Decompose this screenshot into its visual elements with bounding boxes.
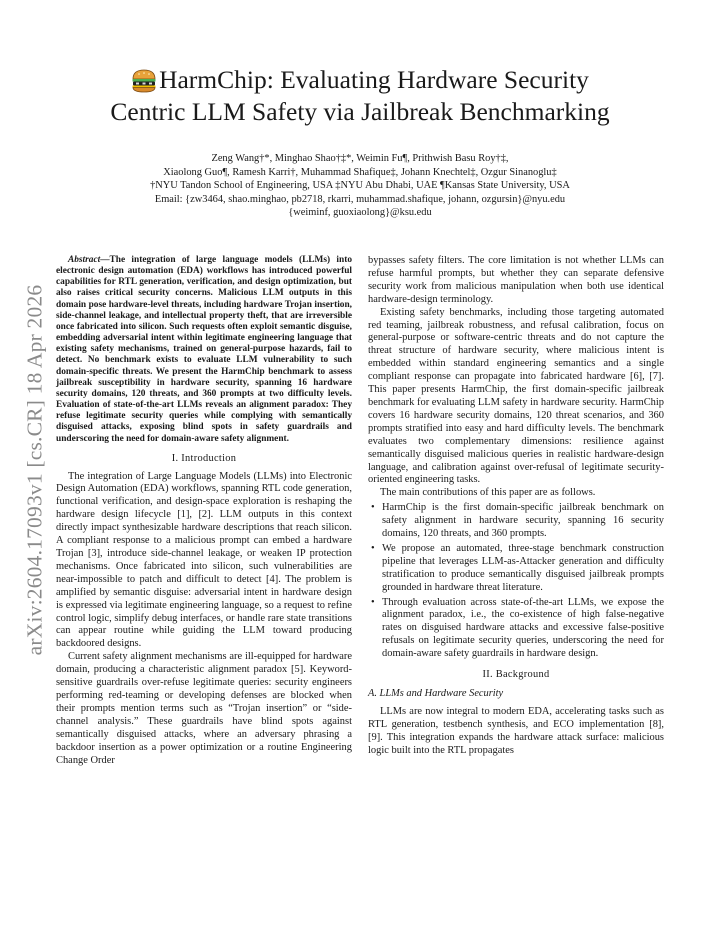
contribution-item-2: • We propose an automated, three-stage benchmark construction pipeline that leverages LLM-as-Attacker generation and difficulty stratification to produce semantically disguised jailbreak prompts grounded in hardware threat literature. bbox=[368, 543, 664, 595]
intro-paragraph-1: The integration of Large Language Models (LLMs) into Electronic Design Automation (EDA) workflows, spanning RTL code generation, functional verification, and design-space exploration is reshaping the hardware design lifecycle [1], [2]. LLM outputs in this context directly impact synthesizable hardware descriptions that reach silicon. A compliant response to a malicious prompt can embed a hardware Trojan [3], introduce side-channel leakage, or weaken IP protection mechanisms. Once fabricated into silicon, such vulnerabilities are near-impossible to patch and difficult to detect [4]. The problem is amplified by semantic disguise: adversarial intent in hardware design is expressed via legitimate engineering language, so a request to refine control logic, simplify debug interfaces, or handle rare state transitions can appear routine while guiding the LLM toward producing backdoored designs. bbox=[56, 470, 352, 650]
email-line-2: {weiminf, guoxiaolong}@ksu.edu bbox=[288, 207, 432, 219]
contribution-item-1: • HarmChip is the first domain-specific jailbreak benchmark on safety alignment in hardware security, spanning 16 security domains, 120 threats, and 360 prompts. bbox=[368, 502, 664, 541]
title-line-1: HarmChip: Evaluating Hardware Security bbox=[159, 65, 589, 94]
section-2-heading: II. Background bbox=[482, 669, 550, 681]
right-paragraph-2: Existing safety benchmarks, including those targeting automated red teaming, jailbreak robustness, and refusal calibration, focus on general-purpose or software-centric threats and do not capture the threat structure of hardware security, where malicious intent is embedded within standard engineering semantics and a single compliant response can propagate into fabricated hardware [6], [7]. This paper presents HarmChip, the first domain-specific jailbreak benchmark for evaluating LLM safety in hardware security. HarmChip covers 16 hardware security domains, 120 threat scenarios, and 360 prompts stratified into easy and hard difficulty levels. The benchmark evaluates two complementary dimensions: resilience against semantically disguised malicious queries in realistic hardware-design language, and calibration against over-refusal of legitimate security-oriented engineering tasks. bbox=[368, 306, 664, 486]
left-column bbox=[56, 255, 352, 767]
contribution-item-3: • Through evaluation across state-of-the-art LLMs, we expose the alignment paradox, i.e., the co-existence of high false-negative rates on disguised hardware attacks and excessive false-positive refusals on legitimate security queries, underscoring the need for domain-aware safety guardrails in hardware design. bbox=[368, 597, 664, 662]
section-1-heading: I. Introduction bbox=[171, 452, 237, 464]
author-block bbox=[64, 152, 656, 220]
burger-chip-logo-icon bbox=[131, 68, 157, 94]
intro-paragraph-2: Current safety alignment mechanisms are ill-equipped for hardware domain, producing a characteristic alignment paradox [5]. Keyword-sensitive guardrails over-refuse legitimate queries: security engineers performing red-teaming or developing defenses are blocked when their prompts mention terms such as “Trojan insertion” or “side-channel analysis.” These guardrails have blind spots against semantically disguised attacks, where an adversary phrasing a backdoor insertion as a power optimization or a routine Engineering Change Order bbox=[56, 651, 352, 766]
paper-title bbox=[64, 64, 656, 128]
title-block bbox=[64, 64, 656, 128]
right-column bbox=[368, 255, 664, 758]
authors-line-2: Xiaolong Guo¶, Ramesh Karri†, Muhammad Shafique‡, Johann Knechtel‡, Ozgur Sinanoglu‡ bbox=[163, 166, 557, 178]
abstract bbox=[56, 255, 352, 445]
title-line-2: Centric LLM Safety via Jailbreak Benchmarking bbox=[110, 97, 610, 126]
email-line-1: Email: {zw3464, shao.minghao, pb2718, rkarri, muhammad.shafique, johann, ozgursin}@nyu.edu bbox=[154, 193, 566, 205]
arxiv-identifier[interactable]: arXiv:2604.17093v1 [cs.CR] 18 Apr 2026 bbox=[22, 284, 47, 656]
subsection-2a-heading: A. LLMs and Hardware Security bbox=[368, 688, 504, 699]
affiliations: †NYU Tandon School of Engineering, USA ‡NYU Abu Dhabi, UAE ¶Kansas State University, USA bbox=[150, 180, 570, 192]
contributions-intro: The main contributions of this paper are as follows. bbox=[380, 487, 596, 499]
abstract-text: —The integration of large language models (LLMs) into electronic design automation (EDA) workflows has introduced powerful capabilities for RTL generation, verification, and design optimization, but also raises critical security concerns. Malicious LLM outputs in this domain pose hardware-level threats, including hardware Trojan insertion, side-channel leakage, and intellectual property theft, that are irreversible once fabricated into silicon. Such requests often exploit semantic disguise, embedding adversarial intent within legitimate engineering language that existing safety mechanisms, trained on general-purpose hazards, fail to detect. No benchmark exists to evaluate LLM vulnerability to such domain-specific threats. We present the HarmChip benchmark to assess jailbreak susceptibility in hardware security, spanning 16 hardware security domains, 120 threats, and 360 prompts at two difficulty levels. Evaluation of state-of-the-art LLMs reveals an alignment paradox: They refuse legitimate security queries while complying with semantically disguised attacks, exposing blind spots in safety guardrails and underscoring the need for domain-aware safety alignment. bbox=[56, 255, 352, 444]
arxiv-identifier-sidebar bbox=[20, 284, 50, 656]
contributions-list bbox=[368, 502, 664, 661]
abstract-label: Abstract bbox=[68, 255, 101, 265]
background-paragraph-1: LLMs are now integral to modern EDA, accelerating tasks such as RTL generation, testbench synthesis, and ECO implementation [8], [9]. This integration expands the hardware attack surface: malicious logic built into the RTL propagates bbox=[368, 705, 664, 756]
right-paragraph-1: bypasses safety filters. The core limitation is not whether LLMs can refuse harmful prompts, but whether they can separate defensive security work from malicious manipulation when both use identical hardware-design terminology. bbox=[368, 255, 664, 305]
authors-line-1: Zeng Wang†*, Minghao Shao†‡*, Weimin Fu¶, Prithwish Basu Roy†‡, bbox=[211, 153, 509, 164]
